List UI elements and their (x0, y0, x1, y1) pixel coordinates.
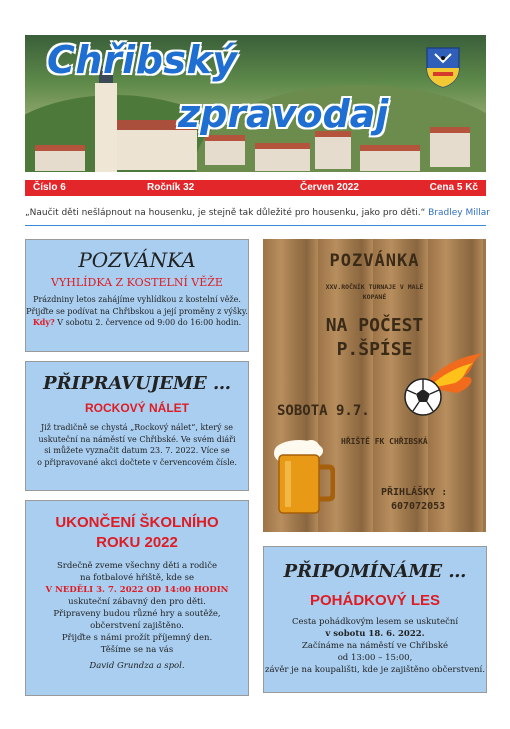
beer-mug-icon (271, 437, 335, 519)
box2-heading: PŘIPRAVUJEME … (43, 373, 231, 394)
poster-line2: KOPANÉ (362, 293, 387, 301)
box3-line: na fotbalové hřiště, kde se (80, 573, 194, 584)
reminder-fairy-forest-box (263, 546, 487, 693)
issue-info-bar (25, 180, 486, 196)
box3-heading-line2: ROKU 2022 (96, 533, 178, 551)
box3-signature: David Grundza a spol. (89, 660, 185, 671)
masthead-title-line1: Chřibský (47, 38, 238, 82)
coat-of-arms-icon (425, 46, 461, 88)
box1-when-text: V sobotu 2. července od 9:00 do 16:00 hodin. (54, 318, 242, 328)
church-tower (95, 83, 117, 172)
poster-honor1: NA POČEST (325, 315, 424, 336)
upcoming-rock-box (25, 361, 249, 491)
box2-line: Již tradičně se chystá „Rockový nálet“, který se (41, 423, 233, 432)
football-tournament-poster (263, 239, 486, 532)
box1-line: Prázdniny letos zahájíme vyhlídkou z kostelní věže. (33, 295, 241, 304)
box1-line: Přijďte se podívat na Chřibskou a její proměny z výšky. (26, 306, 248, 316)
motto-quote (25, 208, 490, 218)
box3-line: Přijďte s námi prožít příjemný den. (61, 633, 213, 644)
box3-line: Těšíme se na vás (100, 645, 174, 656)
box2-line: si můžete vyznačit datum 23. 7. 2022. Více se (44, 446, 230, 456)
poster-honor2: P.ŠPÍSE (336, 339, 413, 360)
box4-subheading: POHÁDKOVÝ LES (309, 592, 441, 609)
poster-title: POZVÁNKA (329, 251, 420, 271)
box1-when-label: Kdy? (32, 317, 55, 328)
invitation-tower-box (25, 239, 249, 352)
flaming-ball-icon (403, 347, 485, 419)
box2-line: uskuteční na náměstí ve Chřibské. Ve svém diáři (38, 434, 236, 444)
box3-line: občerstvení zajištěno. (90, 621, 184, 632)
box3-heading-line1: UKONČENÍ ŠKOLNÍHO (55, 514, 219, 531)
box4-line: závěr je na koupališti, kde je zajištěno občerstvení. (265, 664, 485, 675)
box4-line: Cesta pohádkovým lesem se uskuteční (291, 617, 459, 627)
box3-date-line: V NEDĚLI 3. 7. 2022 OD 14:00 HODIN (45, 585, 229, 596)
box2-subheading: ROCKOVÝ NÁLET (84, 401, 189, 415)
poster-line1: XXV.ROČNÍK TURNAJE V MALÉ (325, 283, 424, 291)
poster-signup-label: PŘIHLÁŠKY : (381, 487, 448, 498)
quote-text: „Naučit děti nešlápnout na housenku, je stejně tak důležité pro housenku, jako pro děti.“ (25, 208, 426, 218)
box2-line: o připravované akci dočtete v červencovém čísle. (37, 457, 237, 467)
school-year-end-box (25, 500, 249, 696)
box3-line: Připraveny budou různé hry a soutěže, (53, 609, 221, 620)
issue-volume: Ročník 32 (147, 182, 195, 193)
poster-place: HŘIŠTĚ FK CHŘIBSKÁ (341, 437, 428, 446)
issue-price: Cena 5 Kč (429, 182, 478, 193)
box4-line: od 13:00 – 15:00, (337, 652, 413, 663)
quote-divider (25, 225, 486, 226)
box3-line: Srdečně zveme všechny děti a rodiče (56, 561, 218, 571)
box4-date-line: v sobotu 18. 6. 2022. (325, 628, 425, 639)
issue-number: Číslo 6 (33, 182, 66, 193)
box4-line: Začínáme na náměstí ve Chřibské (301, 640, 449, 651)
masthead-title-line2: zpravodaj (178, 92, 389, 136)
quote-author: Bradley Millar (428, 208, 490, 218)
box3-line: uskuteční zábavný den pro děti. (68, 597, 206, 608)
box1-subheading: VYHLÍDKA Z KOSTELNÍ VĚŽE (51, 276, 223, 289)
box1-heading: POZVÁNKA (78, 248, 196, 272)
issue-date: Červen 2022 (300, 182, 359, 193)
poster-date: SOBOTA 9.7. (277, 403, 370, 419)
poster-phone: 607072053 (391, 501, 446, 512)
box4-heading: PŘIPOMÍNÁME … (283, 561, 467, 582)
